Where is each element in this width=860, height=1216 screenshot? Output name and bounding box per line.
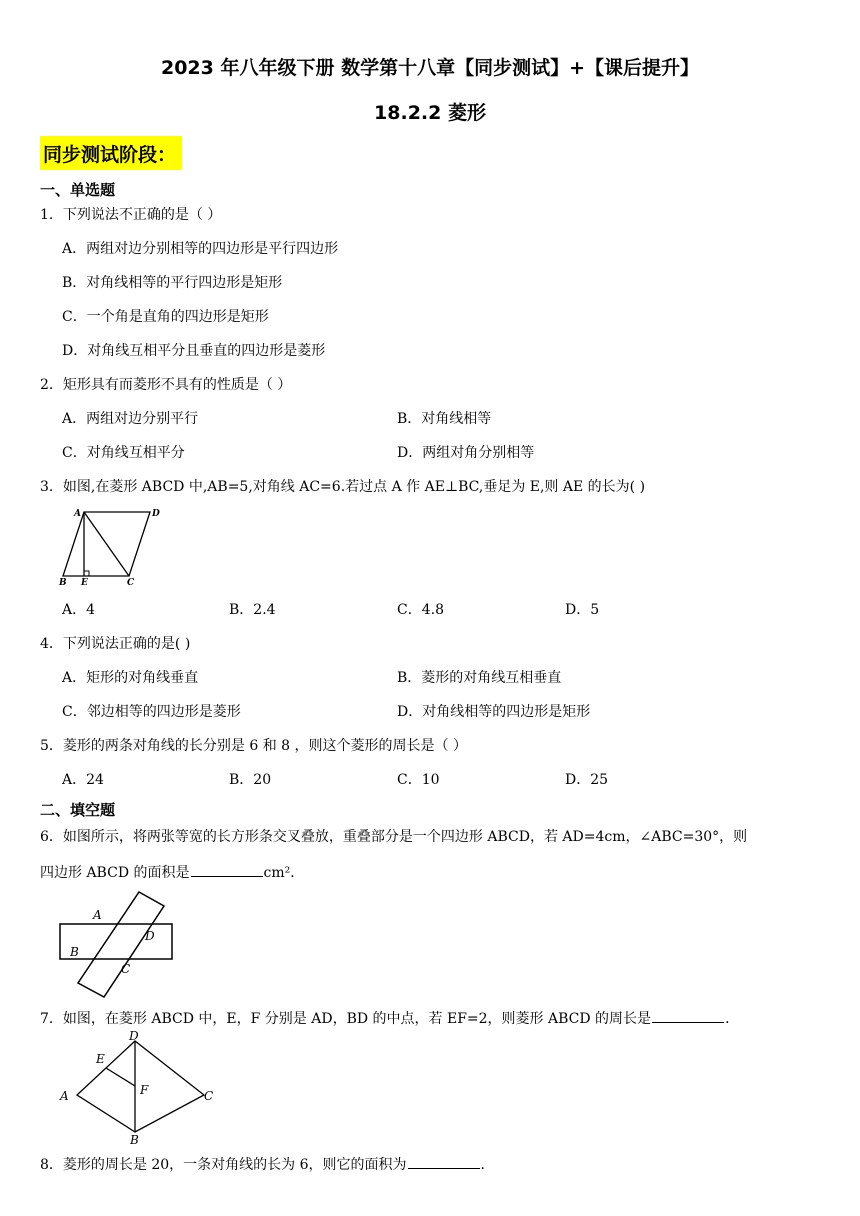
answer-blank-q8[interactable] [408, 1154, 480, 1169]
question-8-line [40, 1154, 495, 1174]
question-5-stem: 5．菱形的两条对角线的长分别是 6 和 8 ，则这个菱形的周长是（ ） [40, 738, 467, 754]
question-3-option-d: D．5 [565, 602, 600, 618]
question-6-text-before: 四边形 ABCD 的面积是 [40, 865, 190, 881]
question-7-text-after: ． [725, 1011, 740, 1027]
question-4-stem: 4．下列说法正确的是( ) [40, 636, 191, 652]
label-b: B [70, 945, 79, 959]
label-e: E [81, 578, 88, 587]
question-3-stem: 3．如图,在菱形 ABCD 中,AB=5,对角线 AC=6.若过点 A 作 AE⊥BC,垂足为 E,则 AE 的长为( ) [40, 479, 646, 495]
crossed-strips-figure-q6 [56, 884, 178, 1002]
label-c: C [204, 1089, 214, 1103]
question-3-option-c: C．4.8 [397, 602, 444, 618]
section-heading-fill-blank: 二、填空题 [40, 801, 116, 819]
question-4-option-a: A．矩形的对角线垂直 [62, 670, 199, 686]
label-e: E [96, 1052, 105, 1066]
document-subtitle: 18.2.2 菱形 [374, 102, 486, 124]
rhombus-figure-q7 [56, 1030, 222, 1146]
question-4-option-b: B．菱形的对角线互相垂直 [397, 670, 562, 686]
question-8-text-before: 8．菱形的周长是 20，一条对角线的长为 6，则它的面积为 [40, 1157, 407, 1173]
question-3-option-b: B．2.4 [229, 602, 276, 618]
answer-blank-q7[interactable] [652, 1008, 724, 1023]
label-c: C [127, 578, 135, 587]
question-5-option-c: C．10 [397, 772, 440, 788]
question-6-line-1: 6．如图所示，将两张等宽的长方形条交叉叠放，重叠部分是一个四边形 ABCD，若 AD=4cm，∠ABC=30°，则 [40, 829, 748, 845]
question-1-option-c: C．一个角是直角的四边形是矩形 [62, 309, 269, 325]
question-6-text-after: cm²． [263, 865, 305, 881]
label-f: F [140, 1083, 149, 1097]
label-b: B [59, 578, 67, 587]
label-d: D [145, 929, 155, 943]
question-7-text-before: 7．如图，在菱形 ABCD 中，E，F 分别是 AD，BD 的中点，若 EF=2，则菱形 ABCD 的周长是 [40, 1011, 652, 1027]
question-2-option-c: C．对角线互相平分 [62, 445, 185, 461]
question-1-option-d: D．对角线互相平分且垂直的四边形是菱形 [62, 343, 326, 359]
label-b: B [130, 1133, 139, 1146]
question-4-option-d: D．对角线相等的四边形是矩形 [397, 704, 591, 720]
question-8-text-after: ． [480, 1157, 495, 1173]
label-a: A [60, 1089, 69, 1103]
question-5-option-b: B．20 [229, 772, 272, 788]
answer-blank-q6[interactable] [191, 862, 263, 877]
question-5-option-d: D．25 [565, 772, 609, 788]
question-1-option-b: B．对角线相等的平行四边形是矩形 [62, 275, 283, 291]
question-7-line [40, 1008, 739, 1028]
document-title: 2023 年八年级下册 数学第十八章【同步测试】+【课后提升】 [160, 57, 700, 79]
question-2-option-d: D．两组对角分别相等 [397, 445, 535, 461]
question-2-stem: 2．矩形具有而菱形不具有的性质是（ ） [40, 377, 292, 393]
question-2-option-b: B．对角线相等 [397, 411, 492, 427]
label-d: D [129, 1030, 139, 1043]
stage-label: 同步测试阶段： [40, 136, 182, 170]
rhombus-figure-q3 [56, 505, 166, 587]
question-1-option-a: A．两组对边分别相等的四边形是平行四边形 [62, 241, 339, 257]
label-c: C [121, 962, 131, 976]
label-a: A [93, 908, 102, 922]
question-1-stem: 1．下列说法不正确的是（ ） [40, 207, 222, 223]
question-5-option-a: A．24 [62, 772, 104, 788]
question-3-option-a: A．4 [62, 602, 96, 618]
question-6-line-2 [40, 862, 304, 882]
label-d: D [152, 509, 160, 519]
question-2-option-a: A．两组对边分别平行 [62, 411, 199, 427]
question-4-option-c: C．邻边相等的四边形是菱形 [62, 704, 241, 720]
label-a: A [74, 509, 81, 519]
section-heading-single-choice: 一、单选题 [40, 181, 116, 199]
